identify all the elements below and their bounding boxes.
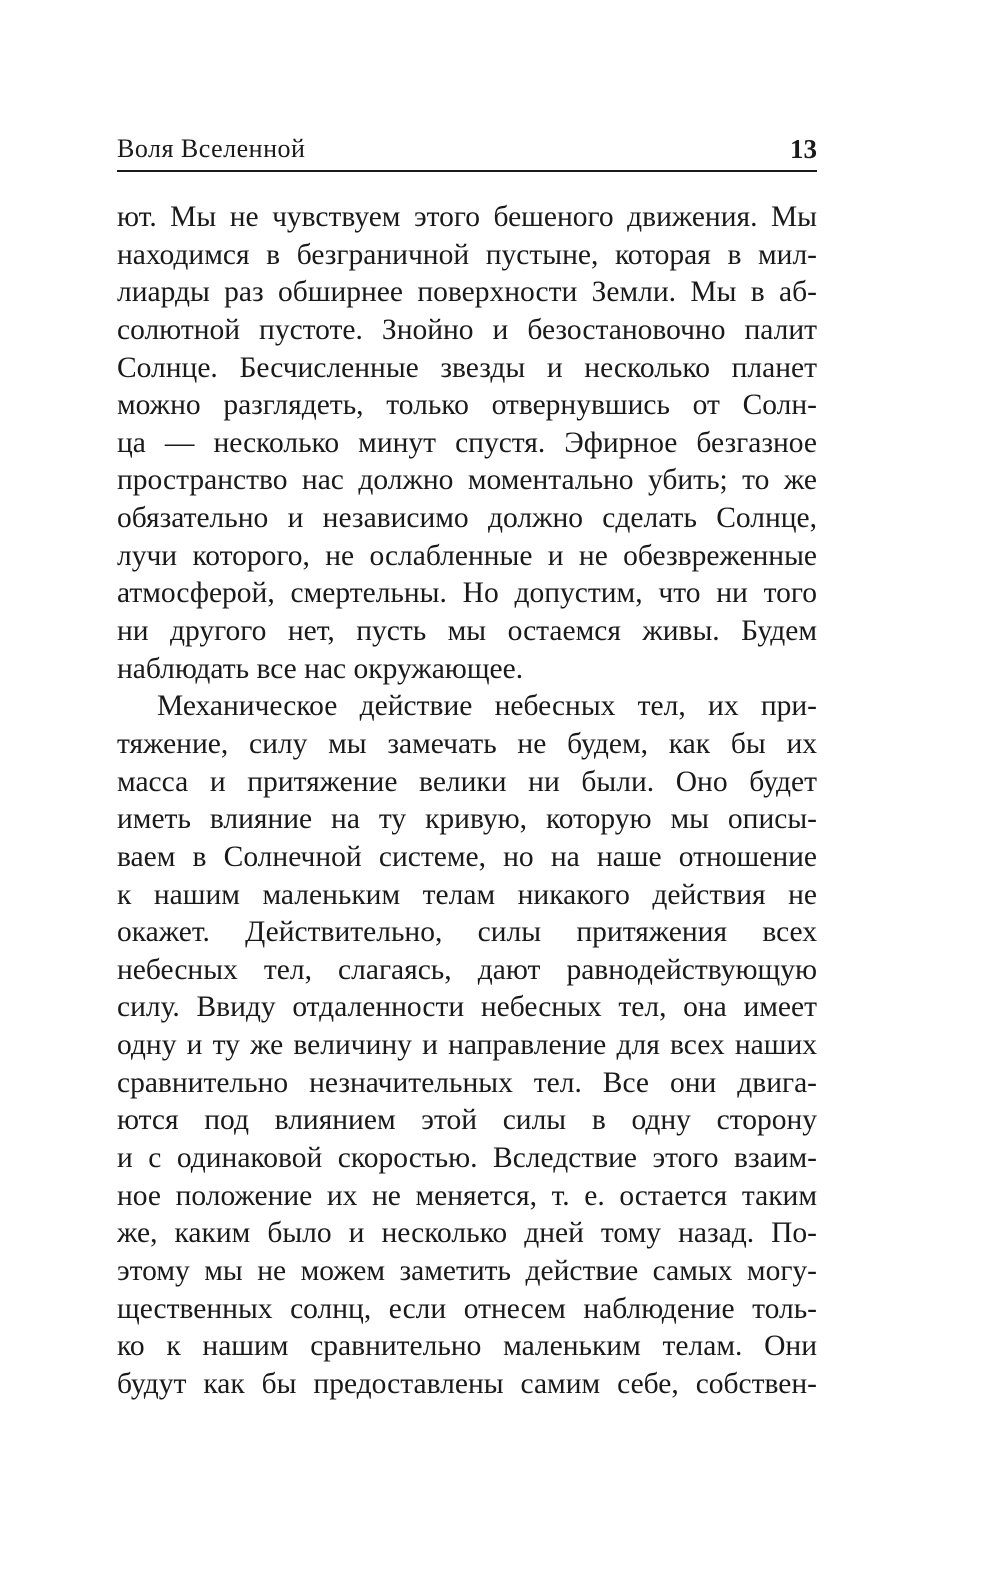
- text-line: можно разглядеть, только отвернувшись от Солн-: [117, 389, 817, 422]
- text-line: ют. Мы не чувствуем этого бешеного движения. Мы: [117, 201, 817, 233]
- text-line: же, каким было и несколько дней тому назад. По-: [117, 1217, 817, 1250]
- text-line: одну и ту же величину и направление для всех наших: [117, 1029, 817, 1062]
- page-number: 13: [790, 134, 817, 164]
- text-line: масса и притяжение велики ни были. Оно будет: [117, 765, 817, 798]
- text-line: пространство нас должно моментально убить; то же: [117, 464, 817, 497]
- text-line: лиарды раз обширнее поверхности Земли. Мы в аб-: [117, 276, 817, 309]
- text-line: ются под влиянием этой силы в одну сторону: [117, 1104, 817, 1137]
- text-line: Солнце. Бесчисленные звезды и несколько планет: [117, 351, 817, 384]
- paragraph-first-line: Механическое действие небесных тел, их при-: [157, 690, 817, 723]
- text-line: ваем в Солнечной системе, но на наше отношение: [117, 840, 817, 873]
- text-line: силу. Ввиду отдаленности небесных тел, она имеет: [117, 991, 817, 1024]
- text-line: иметь влияние на ту кривую, которую мы описы-: [117, 803, 817, 836]
- header-rule: [117, 170, 817, 172]
- text-line: ца — несколько минут спустя. Эфирное безгазное: [117, 426, 817, 459]
- text-line: ко к нашим сравнительно маленьким телам. Они: [117, 1330, 817, 1363]
- text-line: и с одинаковой скоростью. Вследствие этого взаим-: [117, 1142, 817, 1175]
- text-line: ни другого нет, пусть мы остаемся живы. Будем: [117, 615, 817, 648]
- text-line: атмосферой, смертельны. Но допустим, что ни того: [117, 577, 817, 610]
- text-line: окажет. Действительно, силы притяжения всех: [117, 916, 817, 949]
- text-line: тяжение, силу мы замечать не будем, как бы их: [117, 727, 817, 760]
- text-line: небесных тел, слагаясь, дают равнодействующую: [117, 953, 817, 986]
- text-line: обязательно и независимо должно сделать Солнце,: [117, 502, 817, 535]
- text-line: лучи которого, не ослабленные и не обезвреженные: [117, 539, 817, 572]
- text-line: к нашим маленьким телам никакого действия не: [117, 878, 817, 911]
- text-line: будут как бы предоставлены самим себе, собствен-: [117, 1367, 817, 1400]
- text-line: щественных солнц, если отнесем наблюдение толь-: [117, 1292, 817, 1325]
- running-head: [117, 129, 817, 169]
- text-line: находимся в безграничной пустыне, которая в мил-: [117, 238, 817, 271]
- body-text: [117, 199, 817, 1404]
- paragraph-end-line: наблюдать все нас окружающее.: [117, 652, 524, 685]
- text-line: этому мы не можем заметить действие самых могу-: [117, 1254, 817, 1287]
- text-line: сравнительно незначительных тел. Все они двига-: [117, 1066, 817, 1099]
- running-title: Воля Вселенной: [117, 134, 306, 163]
- text-line: солютной пустоте. Знойно и безостановочно палит: [117, 313, 817, 346]
- text-line: ное положение их не меняется, т. е. остается таким: [117, 1179, 817, 1212]
